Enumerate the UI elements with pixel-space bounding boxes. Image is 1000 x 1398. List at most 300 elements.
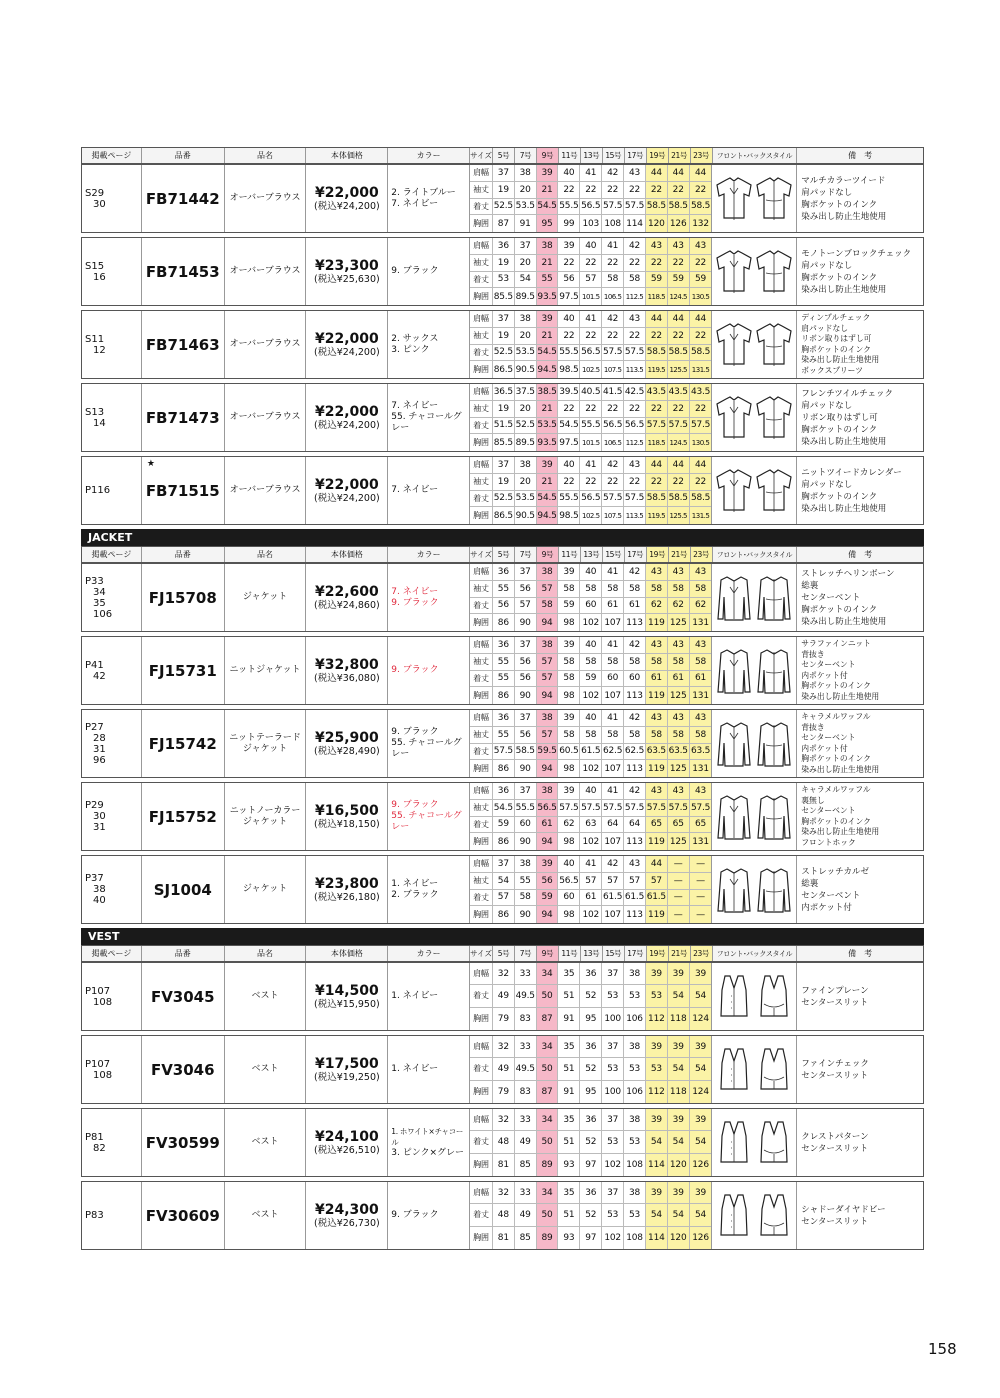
size-value: 108 xyxy=(624,1154,646,1176)
jacket-front-illustration xyxy=(716,721,752,767)
size-value: 40 xyxy=(580,710,602,726)
note-line: ディンプルチェック xyxy=(801,313,871,322)
size-value: 36 xyxy=(580,963,602,984)
size-measure-row xyxy=(470,401,711,418)
price-tax-included: (税込¥26,180) xyxy=(314,891,380,903)
note-line: 総裏 xyxy=(801,878,819,889)
header-size-3: 9号 xyxy=(537,547,559,562)
size-value: 120 xyxy=(668,1227,690,1249)
header-note: 備 考 xyxy=(848,949,873,958)
size-value: 60 xyxy=(602,671,624,687)
size-measure-row xyxy=(470,182,711,199)
size-value: 119 xyxy=(646,906,668,923)
product-name xyxy=(225,238,307,305)
style-illustration xyxy=(712,165,797,232)
size-value: 126 xyxy=(690,1227,712,1249)
product-notes xyxy=(797,165,923,232)
size-value: 53.5 xyxy=(515,491,537,507)
size-value: 53 xyxy=(646,985,668,1006)
size-value: 50 xyxy=(537,1058,559,1079)
size-measure-row xyxy=(470,654,711,671)
size-value: 22 xyxy=(558,255,580,271)
size-value: 63.5 xyxy=(646,744,668,760)
size-value: 119 xyxy=(646,760,668,777)
product-name-line: ベスト xyxy=(251,1210,279,1220)
note-line: ファインプレーン xyxy=(801,985,869,996)
size-measure-row xyxy=(470,288,711,305)
size-value: 130.5 xyxy=(690,288,712,305)
size-value: 93.5 xyxy=(537,288,559,305)
size-value: 103 xyxy=(580,215,602,232)
note-line: 背抜き xyxy=(801,722,825,732)
header-name: 品名 xyxy=(225,547,307,562)
size-value: 94 xyxy=(537,687,559,704)
product-name xyxy=(225,1182,307,1249)
size-value: 36 xyxy=(493,783,515,799)
size-value: 43 xyxy=(690,238,712,254)
size-value: 60 xyxy=(558,890,580,906)
header-size-8: 19号 xyxy=(647,946,669,961)
size-value: 57.5 xyxy=(624,199,646,215)
measure-label: 胸囲 xyxy=(470,833,493,850)
size-value: 61 xyxy=(668,671,690,687)
size-value: 61 xyxy=(602,598,624,614)
size-value: 131 xyxy=(690,833,712,850)
size-measure-row xyxy=(470,800,711,817)
size-value: 53 xyxy=(646,1058,668,1079)
size-value: 125 xyxy=(668,833,690,850)
size-value: 21 xyxy=(537,401,559,417)
size-value: 22 xyxy=(690,401,712,417)
size-value: 55.5 xyxy=(558,491,580,507)
size-value: 39 xyxy=(646,1182,668,1203)
price-base: ¥16,500 xyxy=(314,802,379,819)
size-value: 101.5 xyxy=(580,288,602,305)
size-value: — xyxy=(690,873,712,889)
product-hinban xyxy=(142,1109,225,1176)
size-value: 119.5 xyxy=(646,361,668,378)
note-line: センターベント xyxy=(801,592,861,603)
note-line: マルチカラーツイード xyxy=(801,175,886,186)
size-value: 34 xyxy=(537,1109,559,1130)
size-value: 59 xyxy=(493,817,515,833)
header-price: 本体価格 xyxy=(306,946,388,961)
size-value: 95 xyxy=(580,1008,602,1030)
size-value: 94 xyxy=(537,906,559,923)
size-value: 43 xyxy=(668,783,690,799)
size-measure-row xyxy=(470,1008,711,1030)
size-value: 90.5 xyxy=(515,361,537,378)
size-value: 42 xyxy=(602,165,624,181)
size-value: 55 xyxy=(493,727,515,743)
product-pages xyxy=(82,1182,142,1249)
size-value: 22 xyxy=(624,182,646,198)
size-table xyxy=(470,457,712,524)
size-value: 20 xyxy=(515,255,537,271)
size-value: 102 xyxy=(580,906,602,923)
size-value: 36 xyxy=(580,1036,602,1057)
size-value: 112.5 xyxy=(624,288,646,305)
size-measure-row xyxy=(470,614,711,631)
header-size: サイズ xyxy=(470,547,493,562)
blouse-front-illustration xyxy=(716,322,752,368)
size-value: 112 xyxy=(646,1081,668,1103)
note-line: 胸ポケットのインク xyxy=(801,681,871,690)
size-table xyxy=(470,710,712,777)
size-value: 59 xyxy=(580,671,602,687)
product-name xyxy=(225,165,307,232)
product-hinban xyxy=(142,1036,225,1103)
size-table xyxy=(470,637,712,704)
style-illustration xyxy=(712,637,797,704)
size-value: 93.5 xyxy=(537,434,559,451)
size-value: 58 xyxy=(558,654,580,670)
size-value: 124.5 xyxy=(668,288,690,305)
measure-label: 胸囲 xyxy=(470,614,493,631)
measure-label: 着丈 xyxy=(470,671,493,687)
measure-label: 胸囲 xyxy=(470,1008,493,1030)
size-measure-row xyxy=(470,1131,711,1153)
size-value: 56 xyxy=(515,671,537,687)
style-illustration xyxy=(712,1036,797,1103)
product-price xyxy=(306,311,388,378)
size-value: 91 xyxy=(515,215,537,232)
note-line: 染み出し防止生地使用 xyxy=(801,503,887,514)
size-value: 38 xyxy=(515,856,537,872)
size-value: 50 xyxy=(537,985,559,1006)
size-value: 56.5 xyxy=(580,199,602,215)
header-style: フロント･バックスタイル xyxy=(713,547,798,562)
vest-back-illustration xyxy=(756,974,792,1020)
size-value: 36 xyxy=(493,637,515,653)
size-value: 57.5 xyxy=(493,744,515,760)
size-value: 22 xyxy=(624,474,646,490)
size-value: 107 xyxy=(602,614,624,631)
size-value: 56 xyxy=(515,727,537,743)
size-measure-row xyxy=(470,345,711,362)
size-value: 21 xyxy=(537,328,559,344)
style-illustration xyxy=(712,238,797,305)
size-measure-row xyxy=(470,434,711,451)
size-value: 42 xyxy=(602,856,624,872)
size-value: 61.5 xyxy=(580,744,602,760)
measure-label: 袖丈 xyxy=(470,800,493,816)
size-value: 65 xyxy=(668,817,690,833)
size-value: 37 xyxy=(602,963,624,984)
size-value: 102 xyxy=(580,614,602,631)
size-value: 125.5 xyxy=(668,507,690,524)
size-measure-row xyxy=(470,457,711,474)
product-row xyxy=(81,563,924,632)
size-value: 58 xyxy=(668,727,690,743)
size-value: 34 xyxy=(537,1182,559,1203)
size-value: 54 xyxy=(646,1131,668,1152)
color-option: 55. チャコールグレー xyxy=(391,811,462,832)
size-value: 58.5 xyxy=(690,199,712,215)
measure-label: 胸囲 xyxy=(470,215,493,232)
size-value: 125.5 xyxy=(668,361,690,378)
size-value: 52.5 xyxy=(515,418,537,434)
measure-label: 着丈 xyxy=(470,418,493,434)
size-value: 38 xyxy=(537,637,559,653)
size-value: 132 xyxy=(690,215,712,232)
product-notes xyxy=(797,1036,923,1103)
measure-label: 肩幅 xyxy=(470,637,493,653)
size-value: 57.5 xyxy=(646,418,668,434)
size-value: 60 xyxy=(515,817,537,833)
size-value: — xyxy=(690,856,712,872)
size-measure-row xyxy=(470,985,711,1007)
header-size-10: 23号 xyxy=(691,946,713,961)
size-value: 22 xyxy=(602,328,624,344)
size-value: 58.5 xyxy=(515,744,537,760)
page-ref: 108 xyxy=(93,996,113,1008)
product-pages xyxy=(82,963,142,1030)
style-illustration xyxy=(712,710,797,777)
note-line: 胸ポケットのインク xyxy=(801,199,878,210)
size-measure-row xyxy=(470,744,711,761)
header-size-1: 5号 xyxy=(493,148,515,163)
header-price: 本体価格 xyxy=(306,148,388,163)
size-measure-row xyxy=(470,199,711,216)
size-value: 55 xyxy=(515,873,537,889)
size-value: 42.5 xyxy=(624,384,646,400)
measure-label: 肩幅 xyxy=(470,963,493,984)
note-line: フレンチツイルチェック xyxy=(801,388,894,399)
measure-label: 胸囲 xyxy=(470,434,493,451)
size-value: 37 xyxy=(515,564,537,580)
size-value: 57 xyxy=(493,890,515,906)
measure-label: 着丈 xyxy=(470,345,493,361)
page-ref: 30 xyxy=(93,811,106,822)
size-value: 22 xyxy=(558,182,580,198)
note-line: センターベント xyxy=(801,660,856,669)
price-tax-included: (税込¥24,200) xyxy=(314,346,380,358)
size-value: 56 xyxy=(537,873,559,889)
page-ref: 42 xyxy=(93,670,106,682)
color-option: 1. ネイビー xyxy=(391,1064,439,1074)
jacket-front-illustration xyxy=(716,794,752,840)
size-value: 62 xyxy=(558,817,580,833)
color-option: 7. ネイビー xyxy=(391,198,439,209)
product-pages xyxy=(82,856,142,923)
vest-back-illustration xyxy=(756,1193,792,1239)
size-value: 100 xyxy=(602,1008,624,1030)
note-line: センタースリット xyxy=(801,1143,869,1154)
size-value: 22 xyxy=(668,474,690,490)
page-ref: P27 xyxy=(85,721,104,733)
size-value: 36 xyxy=(493,710,515,726)
hinban-text: FJ15708 xyxy=(148,588,217,607)
note-line: リボン取りはずし可 xyxy=(801,334,872,343)
size-value: 54.5 xyxy=(493,800,515,816)
size-value: 21 xyxy=(537,182,559,198)
product-row xyxy=(81,456,924,525)
page-ref: S29 xyxy=(85,187,105,199)
product-price xyxy=(306,165,388,232)
product-colors xyxy=(388,165,470,232)
size-value: 107 xyxy=(602,687,624,704)
size-measure-row xyxy=(470,1081,711,1103)
size-value: 108 xyxy=(602,215,624,232)
product-name-line: オーバーブラウス xyxy=(229,485,301,495)
product-name xyxy=(225,457,307,524)
size-value: 32 xyxy=(493,1036,515,1057)
measure-label: 着丈 xyxy=(470,598,493,614)
size-value: 94.5 xyxy=(537,507,559,524)
size-value: 53 xyxy=(602,1058,624,1079)
size-value: 58.5 xyxy=(668,491,690,507)
page-ref: 16 xyxy=(93,271,106,283)
size-value: 44 xyxy=(690,457,712,473)
size-value: 93 xyxy=(558,1227,580,1249)
product-colors xyxy=(388,238,470,305)
size-value: 22 xyxy=(602,474,624,490)
size-measure-row xyxy=(470,311,711,328)
size-value: 41 xyxy=(602,637,624,653)
product-row xyxy=(81,962,924,1031)
style-illustration xyxy=(712,856,797,923)
size-value: 59 xyxy=(646,272,668,288)
product-name-line: オーバーブラウス xyxy=(229,339,301,349)
style-illustration xyxy=(712,1109,797,1176)
size-value: 124.5 xyxy=(668,434,690,451)
size-value: 37 xyxy=(515,238,537,254)
size-value: 56.5 xyxy=(580,345,602,361)
product-row xyxy=(81,636,924,705)
size-value: 22 xyxy=(646,328,668,344)
blouse-back-illustration xyxy=(756,395,792,441)
size-value: 22 xyxy=(646,474,668,490)
color-option: 2. ライトブルー xyxy=(391,187,456,198)
note-line: キャラメルワッフル xyxy=(801,712,871,721)
size-value: 41 xyxy=(602,564,624,580)
size-value: 19 xyxy=(493,328,515,344)
size-value: 57 xyxy=(537,727,559,743)
header-size-9: 21号 xyxy=(669,547,691,562)
size-value: 48 xyxy=(493,1204,515,1225)
size-value: 22 xyxy=(646,401,668,417)
product-row xyxy=(81,855,924,924)
size-value: 22 xyxy=(646,255,668,271)
size-value: 58 xyxy=(558,727,580,743)
measure-label: 着丈 xyxy=(470,890,493,906)
size-value: 131 xyxy=(690,687,712,704)
note-line: ストレッチヘリンボーン xyxy=(801,568,895,579)
size-table xyxy=(470,165,712,232)
size-value: 38 xyxy=(537,564,559,580)
blouse-front-illustration xyxy=(716,249,752,295)
note-line: 内ポケット付 xyxy=(801,902,852,913)
jacket-back-illustration xyxy=(756,575,792,621)
measure-label: 肩幅 xyxy=(470,311,493,327)
size-measure-row xyxy=(470,215,711,232)
header-size-4: 11号 xyxy=(559,946,581,961)
size-value: 19 xyxy=(493,255,515,271)
color-option: 9. ブラック xyxy=(391,1210,439,1220)
size-value: 35 xyxy=(558,963,580,984)
size-value: 64 xyxy=(602,817,624,833)
size-value: 57 xyxy=(602,873,624,889)
size-value: 39 xyxy=(668,1182,690,1203)
size-value: 34 xyxy=(537,1036,559,1057)
price-base: ¥25,900 xyxy=(314,729,379,746)
size-value: 118 xyxy=(668,1081,690,1103)
size-value: 37 xyxy=(493,457,515,473)
measure-label: 着丈 xyxy=(470,985,493,1006)
size-value: 36 xyxy=(493,564,515,580)
size-value: 43 xyxy=(668,238,690,254)
measure-label: 袖丈 xyxy=(470,654,493,670)
size-value: 39 xyxy=(690,1036,712,1057)
hinban-text: FB71515 xyxy=(145,481,220,500)
size-value: 22 xyxy=(602,401,624,417)
size-value: 43 xyxy=(646,238,668,254)
size-value: 57 xyxy=(537,654,559,670)
size-value: 33 xyxy=(515,1109,537,1130)
size-value: 38 xyxy=(515,165,537,181)
product-colors xyxy=(388,1182,470,1249)
size-measure-row xyxy=(470,637,711,654)
hinban-text: FB71453 xyxy=(145,262,220,281)
size-value: 85 xyxy=(515,1154,537,1176)
vest-front-illustration xyxy=(716,1193,752,1239)
size-value: 90 xyxy=(515,687,537,704)
size-value: 33 xyxy=(515,1182,537,1203)
product-row xyxy=(81,1108,924,1177)
size-value: 64 xyxy=(624,817,646,833)
size-table xyxy=(470,963,712,1030)
size-value: 86 xyxy=(493,687,515,704)
size-value: 113.5 xyxy=(624,361,646,378)
vest-front-illustration xyxy=(716,1120,752,1166)
measure-label: 肩幅 xyxy=(470,238,493,254)
page-ref: P116 xyxy=(85,485,111,496)
size-value: 44 xyxy=(668,457,690,473)
measure-label: 着丈 xyxy=(470,199,493,215)
size-value: 22 xyxy=(624,255,646,271)
size-value: 59 xyxy=(668,272,690,288)
product-notes xyxy=(797,311,923,378)
color-option: 55. チャコールグレー xyxy=(391,412,462,433)
size-value: 63.5 xyxy=(668,744,690,760)
size-value: 85.5 xyxy=(493,288,515,305)
size-value: 44 xyxy=(646,856,668,872)
size-value: 112.5 xyxy=(624,434,646,451)
size-value: 36 xyxy=(580,1182,602,1203)
product-row xyxy=(81,164,924,233)
size-table xyxy=(470,311,712,378)
size-value: 85 xyxy=(515,1227,537,1249)
size-value: 124 xyxy=(690,1008,712,1030)
header-size-4: 11号 xyxy=(559,148,581,163)
size-value: 61.5 xyxy=(646,890,668,906)
size-value: 33 xyxy=(515,1036,537,1057)
page-ref: 82 xyxy=(93,1142,106,1154)
size-measure-row xyxy=(470,474,711,491)
size-value: 43.5 xyxy=(690,384,712,400)
header-hinban: 品番 xyxy=(142,148,225,163)
note-line: 肩パッドなし xyxy=(801,323,849,333)
product-notes xyxy=(797,856,923,923)
page-ref: P41 xyxy=(85,659,104,671)
hinban-text: FV30609 xyxy=(145,1206,220,1225)
size-value: 56 xyxy=(493,598,515,614)
column-header-row xyxy=(81,147,924,164)
measure-label: 胸囲 xyxy=(470,687,493,704)
product-name xyxy=(225,710,307,777)
size-value: 120 xyxy=(668,1154,690,1176)
